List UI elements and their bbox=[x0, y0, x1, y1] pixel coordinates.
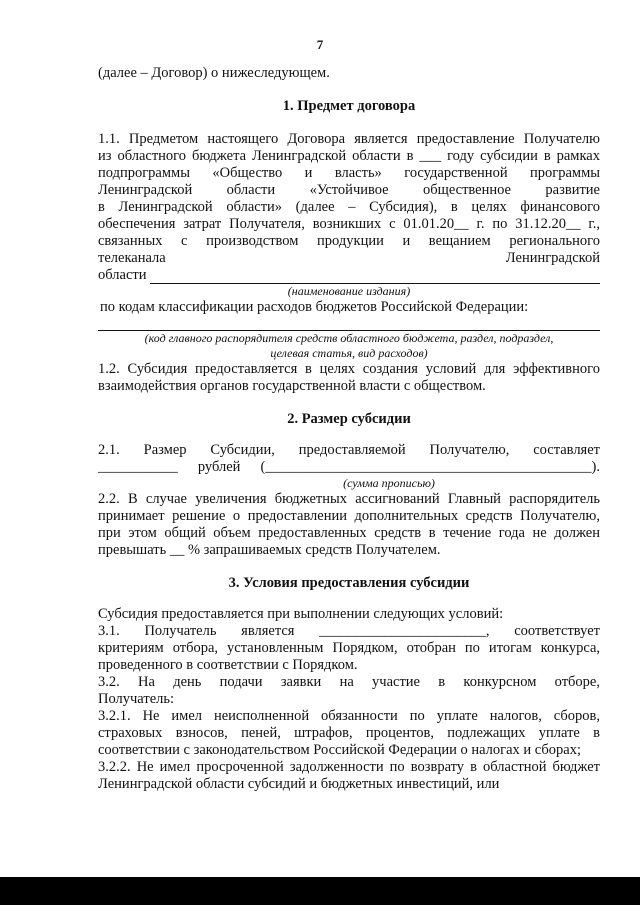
codes-caption-1: (код главного распорядителя средств областного бюджета, раздел, подраздел, bbox=[144, 331, 554, 345]
p11-line: связанных с производством продукции и вещанием регионального bbox=[98, 233, 600, 249]
paragraph-3-2-1: 3.2.1. Не имел неисполненной обязанности по уплате налогов, сборов, страховых взносов, пеней, штрафов, процентов, подлежащих уплате в соответствии с законодательством Российской Федерации о налогах и сборах; bbox=[98, 708, 600, 758]
paragraph-3-1-line-1: 3.1. Получатель является _______________________, соответствует bbox=[98, 623, 600, 639]
paragraph-2-1-line-1: 2.1. Размер Субсидии, предоставляемой Получателю, составляет bbox=[98, 442, 600, 458]
paragraph-3-2-2: 3.2.2. Не имел просроченной задолженности по возврату в областной бюджет Ленинградской области субсидий и бюджетных инвестиций, или bbox=[98, 759, 600, 792]
page-number: 7 bbox=[316, 37, 324, 52]
paragraph-1-2: 1.2. Субсидия предоставляется в целях создания условий для эффективного взаимодействия органов государственной власти с обществом. bbox=[98, 361, 600, 394]
scan-bottom-edge bbox=[0, 877, 640, 905]
amount-caption: (сумма прописью) bbox=[343, 476, 435, 490]
edition-name-blank bbox=[150, 271, 600, 284]
p11-line: 1.1. Предметом настоящего Договора является предоставление Получателю bbox=[98, 131, 600, 147]
paragraph-3-2-line-2: Получатель: bbox=[98, 691, 175, 707]
section-3-lead: Субсидия предоставляется при выполнении следующих условий: bbox=[98, 606, 504, 622]
codes-caption-2: целевая статья, вид расходов) bbox=[270, 346, 428, 360]
p11-line: подпрограммы «Общество и власть» государственной программы bbox=[98, 165, 600, 181]
paragraph-3-2-line-1: 3.2. На день подачи заявки на участие в конкурсном отборе, bbox=[98, 674, 600, 690]
edition-name-caption: (наименование издания) bbox=[287, 284, 411, 298]
p11-line: в Ленинградской области» (далее – Субсидия), в целях финансового bbox=[98, 199, 600, 215]
paragraph-2-1-line-2: ___________ рублей (_____________________________________________). bbox=[98, 459, 600, 475]
p11-line: из областного бюджета Ленинградской области в ___ году субсидии в рамках bbox=[98, 148, 600, 164]
paragraph-1-1 bbox=[98, 131, 600, 284]
p11-line: обеспечения затрат Получателя, возникших с 01.01.20__ г. по 31.12.20__ г., bbox=[98, 216, 600, 232]
paragraph-3-1-rest: критериям отбора, установленным Порядком, отобран по итогам конкурса, проведенного в соответствии с Порядком. bbox=[98, 640, 600, 673]
oblasti-word: области bbox=[98, 267, 147, 283]
paragraph-2-2: 2.2. В случае увеличения бюджетных ассигнований Главный распорядитель принимает решение о предоставлении дополнительных средств Получателю, при этом общий объем предоставленных средств в течение года не должен превышать __ % запрашиваемых средств Получателем. bbox=[98, 491, 600, 558]
section-1-title: 1. Предмет договора bbox=[282, 98, 416, 114]
p11-line: телеканала Ленинградской bbox=[98, 250, 600, 266]
document-body bbox=[98, 65, 600, 793]
edition-name-line bbox=[98, 267, 600, 284]
section-2-title: 2. Размер субсидии bbox=[287, 411, 411, 427]
codes-line: по кодам классификации расходов бюджетов Российской Федерации: bbox=[100, 299, 529, 315]
intro-line: (далее – Договор) о нижеследующем. bbox=[98, 65, 330, 81]
p11-line: Ленинградской области «Устойчивое общественное развитие bbox=[98, 182, 600, 198]
section-3-title: 3. Условия предоставления субсидии bbox=[228, 575, 470, 591]
codes-blank bbox=[98, 316, 600, 331]
